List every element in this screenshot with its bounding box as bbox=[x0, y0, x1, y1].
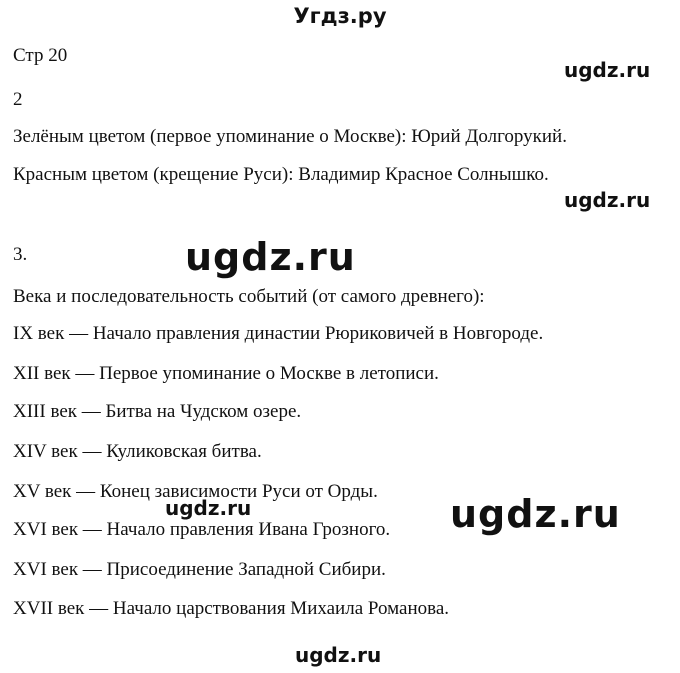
watermark: ugdz.ru bbox=[185, 235, 356, 279]
watermark: ugdz.ru bbox=[165, 496, 252, 520]
event-line: XIV век — Куликовская битва. bbox=[13, 441, 262, 462]
task-3-intro: Века и последовательность событий (от самого древнего): bbox=[13, 286, 485, 307]
watermark: ugdz.ru bbox=[450, 492, 621, 536]
task-3-number: 3. bbox=[13, 244, 28, 265]
event-line: XV век — Конец зависимости Руси от Орды. bbox=[13, 481, 378, 502]
event-line: XVI век — Начало правления Ивана Грозного. bbox=[13, 519, 391, 540]
task-2-line-2: Красным цветом (крещение Руси): Владимир Красное Солнышко. bbox=[13, 164, 549, 185]
event-line: XII век — Первое упоминание о Москве в летописи. bbox=[13, 363, 439, 384]
event-line: IX век — Начало правления династии Рюриковичей в Новгороде. bbox=[13, 323, 544, 344]
event-line: XVII век — Начало царствования Михаила Романова. bbox=[13, 598, 450, 619]
watermark: ugdz.ru bbox=[564, 58, 651, 82]
site-title: Угдз.ру bbox=[293, 4, 387, 28]
task-2-number: 2 bbox=[13, 89, 23, 110]
event-line: XIII век — Битва на Чудском озере. bbox=[13, 401, 302, 422]
watermark: ugdz.ru bbox=[564, 188, 651, 212]
watermark: ugdz.ru bbox=[295, 643, 382, 667]
event-line: XVI век — Присоединение Западной Сибири. bbox=[13, 559, 386, 580]
page-reference: Стр 20 bbox=[13, 45, 68, 66]
task-2-line-1: Зелёным цветом (первое упоминание о Москве): Юрий Долгорукий. bbox=[13, 126, 567, 147]
